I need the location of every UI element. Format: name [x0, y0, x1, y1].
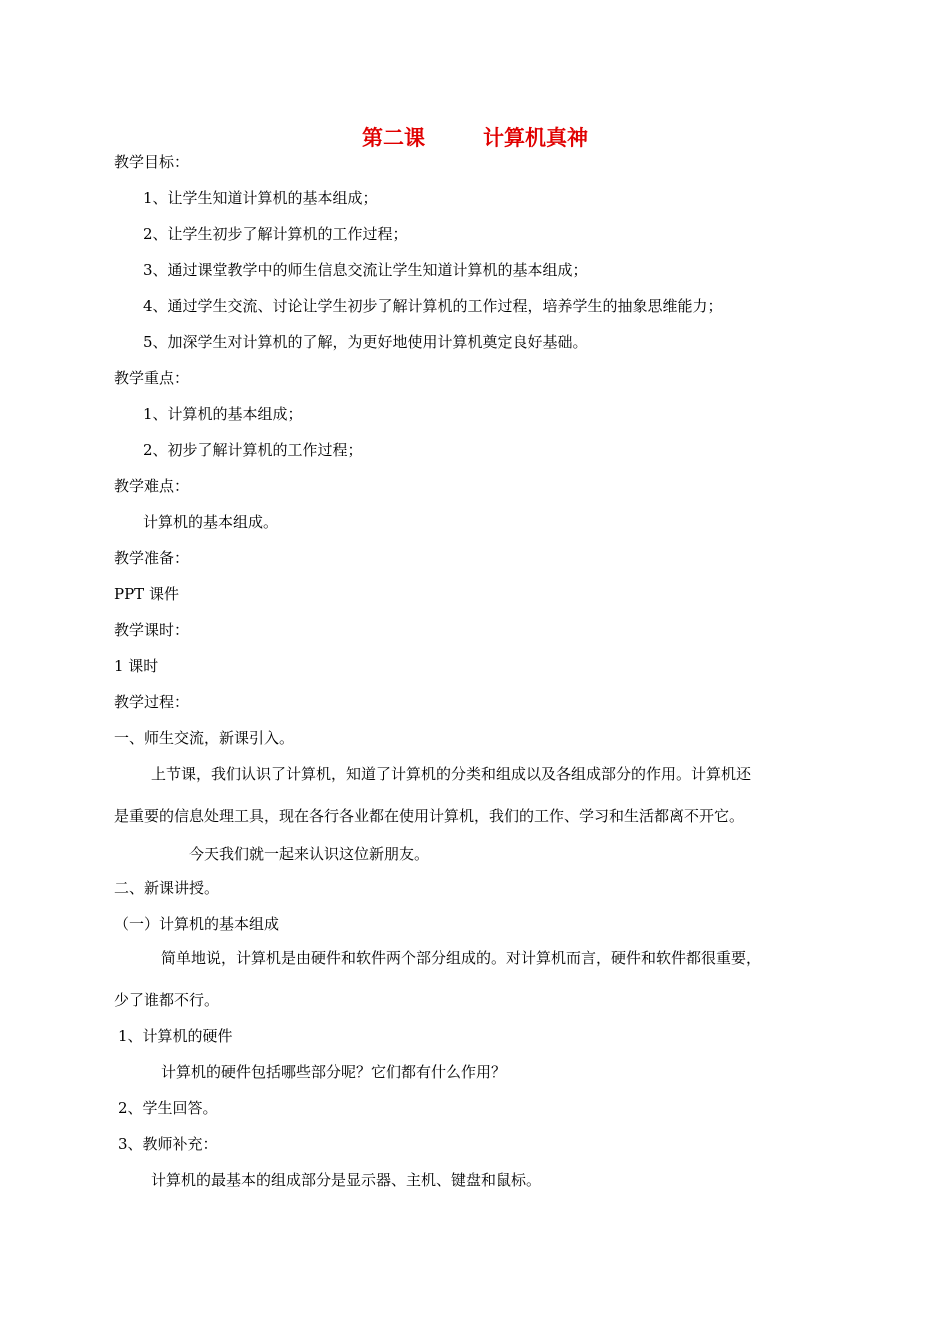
- difficulty-heading: 教学难点：: [114, 477, 190, 495]
- section1-heading: 一、师生交流，新课引入。: [114, 729, 295, 747]
- lesson-title: [0, 122, 950, 152]
- section1-paragraph: 今天我们就一起来认识这位新朋友。: [189, 845, 430, 863]
- subsection1-paragraph-line: 少了谁都不行。: [114, 991, 220, 1009]
- difficulty-text: 计算机的基本组成。: [143, 513, 279, 531]
- item-teacher-supplement: 3、教师补充：: [118, 1135, 218, 1153]
- lesson-name: 计算机真神: [483, 125, 588, 150]
- key-point-item: 1、计算机的基本组成；: [143, 405, 303, 423]
- subsection1-paragraph-line: 简单地说，计算机是由硬件和软件两个部分组成的。对计算机而言，硬件和软件都很重要，: [161, 949, 762, 967]
- objective-item: 1、让学生知道计算机的基本组成；: [143, 189, 378, 207]
- section1-paragraph-line: 是重要的信息处理工具，现在各行各业都在使用计算机，我们的工作、学习和生活都离不开它。: [114, 807, 745, 825]
- objective-item: 5、加深学生对计算机的了解，为更好地使用计算机奠定良好基础。: [143, 333, 588, 351]
- item-student-answer: 2、学生回答。: [118, 1099, 218, 1117]
- key-point-item: 2、初步了解计算机的工作过程；: [143, 441, 363, 459]
- hours-text: 1 课时: [114, 657, 159, 675]
- subsection1-heading: （一）计算机的基本组成: [114, 915, 280, 933]
- section2-heading: 二、新课讲授。: [114, 879, 220, 897]
- item-hardware: 1、计算机的硬件: [118, 1027, 233, 1045]
- preparation-text: PPT 课件: [114, 585, 179, 603]
- hours-heading: 教学课时：: [114, 621, 190, 639]
- item-hardware-question: 计算机的硬件包括哪些部分呢？它们都有什么作用？: [161, 1063, 507, 1081]
- objective-item: 3、通过课堂教学中的师生信息交流让学生知道计算机的基本组成；: [143, 261, 588, 279]
- objective-item: 4、通过学生交流、讨论让学生初步了解计算机的工作过程，培养学生的抽象思维能力；: [143, 297, 723, 315]
- section1-paragraph-line: 上节课，我们认识了计算机，知道了计算机的分类和组成以及各组成部分的作用。计算机还: [151, 765, 752, 783]
- preparation-heading: 教学准备：: [114, 549, 190, 567]
- objectives-heading: 教学目标：: [114, 153, 190, 171]
- process-heading: 教学过程：: [114, 693, 190, 711]
- objective-item: 2、让学生初步了解计算机的工作过程；: [143, 225, 408, 243]
- item-teacher-supplement-text: 计算机的最基本的组成部分是显示器、主机、键盘和鼠标。: [151, 1171, 542, 1189]
- lesson-number: 第二课: [362, 125, 425, 150]
- key-points-heading: 教学重点：: [114, 369, 190, 387]
